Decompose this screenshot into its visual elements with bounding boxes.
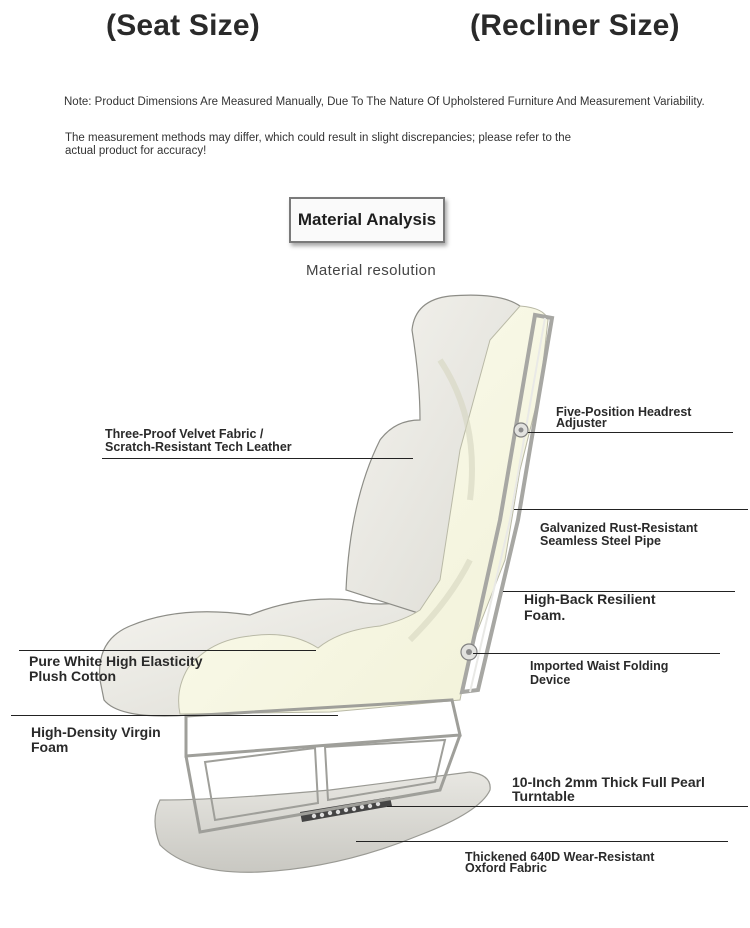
label-headrest-adjuster [556,407,691,429]
label-highback-foam [524,591,655,623]
headrest-leader-line [528,432,733,433]
headrest-adjuster-hinge [514,423,528,437]
label-highback-line-1: High-Back Resilient [524,591,656,607]
material-analysis-label: Material Analysis [297,210,437,229]
label-turntable [512,775,705,803]
label-oxford-line-1: Thickened 640D Wear-Resistant [465,850,655,864]
dimension-note: Note: Product Dimensions Are Measured Manually, Due To The Nature Of Upholstered Furniture And Measurement Variability. [64,96,705,108]
label-cotton-line-1: Pure White High Elasticity [29,653,203,669]
label-headrest-line-2: Adjuster [556,416,607,430]
cotton-leader-line [19,650,316,651]
label-virgin-line-1: High-Density Virgin [31,724,161,740]
label-waist-line-1: Imported Waist Folding [530,659,669,673]
label-oxford-fabric [465,852,654,874]
label-turntable-line-2: Turntable [512,788,575,804]
label-velvet-line-2: Scratch-Resistant Tech Leather [105,440,292,454]
label-pipe-line-2: Seamless Steel Pipe [540,534,661,548]
label-pipe-line-1: Galvanized Rust-Resistant [540,521,698,535]
seat-size-title: (Seat Size) [106,9,260,42]
label-velvet-fabric [105,428,292,454]
velvet-leader-line [102,458,413,459]
disclaimer-line-2: actual product for accuracy! [65,145,207,157]
recliner-size-title: (Recliner Size) [470,9,680,42]
label-cotton-line-2: Plush Cotton [29,668,117,684]
pipe-leader-line [514,509,748,510]
label-turntable-line-1: 10-Inch 2mm Thick Full Pearl [512,774,705,790]
label-virgin-line-2: Foam [31,739,69,755]
label-plush-cotton [29,654,202,684]
label-velvet-line-1: Three-Proof Velvet Fabric / [105,427,264,441]
label-oxford-line-2: Oxford Fabric [465,861,547,875]
label-waist-line-2: Device [530,673,571,687]
material-resolution-subtitle: Material resolution [306,262,437,279]
virgin-foam-leader-line [11,715,338,716]
disclaimer-line-1: The measurement methods may differ, which could result in slight discrepancies; please refer to the [65,132,572,144]
label-headrest-line-1: Five-Position Headrest [556,405,692,419]
label-steel-pipe [540,522,698,548]
turntable-leader-line [387,806,748,807]
label-waist-folding [530,659,668,687]
waist-leader-line [473,653,720,654]
oxford-leader-line [356,841,728,842]
waist-folding-hinge [461,644,477,660]
label-virgin-foam [31,725,161,755]
label-highback-line-2: Foam. [524,607,566,623]
